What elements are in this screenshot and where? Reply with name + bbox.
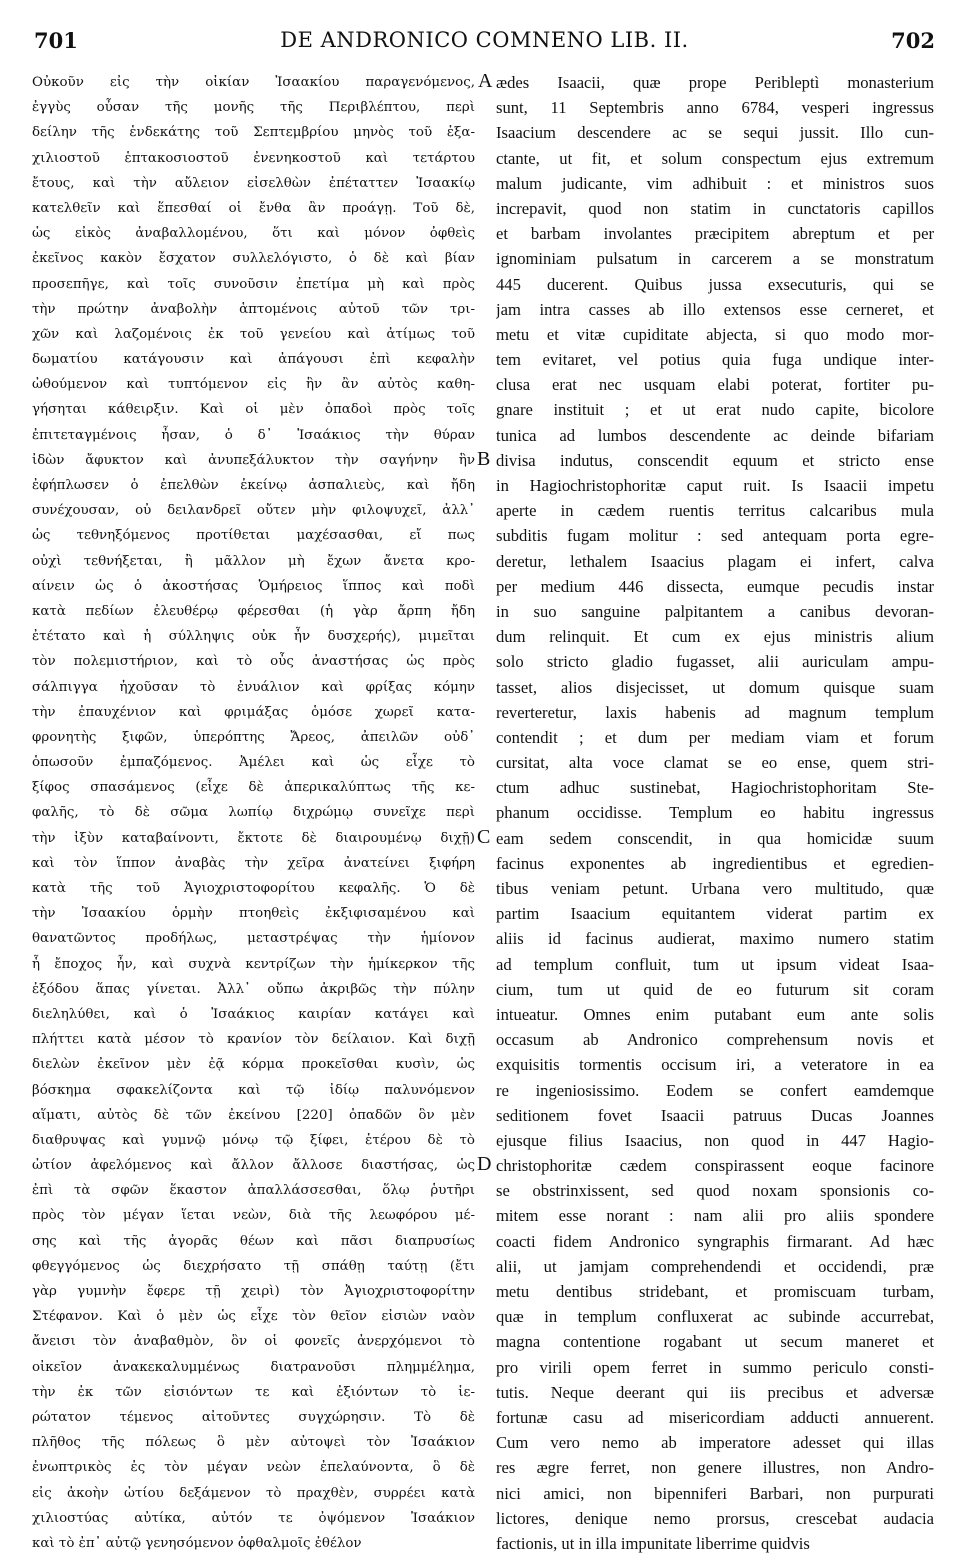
greek-text-line: δείλην τῆς ἑνδεκάτης τοῦ Σεπτεμβρίου μηνὸς τοῦ ἑξα- <box>32 125 475 141</box>
greek-text-line: συνέχουσαν, οὐ δειλανδρεῖ οὔτεν μὴν φιλοψυχεῖ, ἀλλ᾽ <box>32 503 475 519</box>
greek-text-line: τὸν πολεμιστήριον, καὶ τὸ οὖς ἀναστήσας ὡς πρὸς <box>32 654 475 670</box>
latin-text-line: metu et vitæ cupiditate abjecta, si quo modo mor- <box>496 324 934 344</box>
latin-text-line: factionis, ut in illa impunitate liberrime quidvis <box>496 1533 810 1553</box>
greek-text-line: καὶ τὸ ἐπ᾽ αὐτῷ γενησόμενον ὀφθαλμοῖς ἐθέλον <box>32 1535 362 1551</box>
greek-text-line: ἰδὼν ἄφυκτον καὶ ἀνυπεξάλυκτον τὴν σαγήνην ἣν <box>32 452 475 468</box>
latin-text-line: facinus exponentes ab ingredientibus et egredien- <box>496 853 934 873</box>
latin-text-line: 445 ducerent. Quibus jussa exsecuturis, qui se <box>496 274 934 294</box>
greek-text-line: χῶν καὶ λαζομένοις ἐκ τοῦ γενείου καὶ ἀτίμως τοῦ <box>32 326 475 342</box>
latin-text-line: occasum ab Andronico comprehensum novis et <box>496 1030 934 1050</box>
greek-text-line: Οὐκοῦν εἰς τὴν οἰκίαν Ἰσαακίου παραγενόμενος, <box>32 75 475 90</box>
greek-text-line: φθεγγόμενος ὡς διεχρήσατο τῇ σπάθῃ ταύτῃ (ἔτι <box>32 1258 475 1274</box>
greek-text-line: σης καὶ τῆς ἀγορᾶς θέων καὶ πᾶσι διαπρυσίως <box>32 1233 475 1249</box>
latin-text-line: pro virili opem ferret in summo periculo consti- <box>496 1357 934 1377</box>
latin-text-line: Isaacium descendere ac se sequi jussit. Illo cun- <box>496 123 934 143</box>
greek-text-line: κατὰ τῆς τοῦ Ἀγιοχριστοφορίτου κεφαλῆς. Ὁ δὲ <box>32 881 475 896</box>
latin-text-line: res ægre ferret, non genere illustres, non Andro- <box>496 1458 934 1478</box>
latin-text-line: quæ in templum confluxerat ac subinde accurrebat, <box>496 1307 934 1327</box>
latin-text-column <box>496 70 934 1556</box>
greek-text-line: πρὸς τὸν μέγαν ἵεται νεὼν, διὰ τῆς λεωφόρου μέ- <box>32 1208 475 1224</box>
latin-text-line: alii, ut jamjam comprehendendi et occidendi, præ <box>496 1256 934 1276</box>
greek-text-line: ἐπιτεταγμένοις ἦσαν, ὁ δ᾽ Ἰσαάκιος τὴν θύραν <box>32 427 475 443</box>
latin-text-line: jam intra casses ab illo extensos esse cerneret, et <box>496 299 934 319</box>
greek-text-line: ἐκεῖνος κακὸν ἔσχατον συλλελόγιστο, ὁ δὲ καὶ βίαν <box>32 251 475 267</box>
latin-text-line: lictores, denique nemo prorsus, crescebat audacia <box>496 1508 934 1528</box>
margin-marker-b: B <box>477 448 491 470</box>
latin-text-line: seditionem fovet Isaacii patruus Ducas Joannes <box>496 1105 934 1125</box>
latin-text-line: eam sedem conscendit, in qua homicidæ suum <box>496 828 934 848</box>
latin-text-line: se obstrinxissent, sed quod noxam sponsionis co- <box>496 1181 934 1201</box>
latin-text-line: contendit ; et dum per mediam viam et forum <box>496 727 934 747</box>
latin-text-line: solo stricto gladio fugasset, alii auriculam ampu- <box>496 652 934 672</box>
latin-text-line: in Hagiochristophoritæ caput ruit. Is Isaacii impetu <box>496 476 934 495</box>
latin-text-line: ctante, ut fit, et solum conspectum ejus extremum <box>496 148 934 168</box>
greek-text-line: ἐπὶ τὰ σφῶν ἕκαστον ἀπαλλάσσεσθαι, ὅλῳ ῥυτῆρι <box>32 1183 475 1199</box>
latin-text-line: tutis. Neque deerant qui iis precibus et adversæ <box>496 1382 934 1402</box>
greek-text-line: αἵματι, αὐτὸς δὲ τῶν ἐκείνου [220] ὀπαδῶν ὃν μὲν <box>32 1107 475 1123</box>
margin-marker-a: A <box>478 70 493 92</box>
greek-text-line: ἐφήπλωσεν ὁ ἐπελθὼν ἐκείνῳ ἀσπαλιεὺς, καὶ ἤδη <box>32 478 475 493</box>
greek-text-line: φρονητὴς ξιφῶν, ὑπερόπτης Ἄρεος, ἀπειλῶν οὐδ᾽ <box>32 729 475 745</box>
greek-text-line: ὠτίον ἀφελόμενος καὶ ἄλλον ἄλλοσε διαστήσας, ὡς <box>32 1158 475 1174</box>
greek-text-line: αίνειν ὡς ὁ ἀκοστήσας Ὁμήρειος ἵππος καὶ ποδὶ <box>32 578 475 594</box>
latin-text-line: cium, tum ut quid de eo futurum sit coram <box>496 979 934 999</box>
latin-text-line: ad templum confluit, tum ut ipsum videat Isaa- <box>496 954 934 974</box>
greek-text-line: ἐτέτατο καὶ ἡ σύλληψις οὐκ ἦν δυσχερής), μιμεῖται <box>32 629 475 645</box>
greek-text-line: σάλπιγγα ἠχοῦσαν τὸ ἐνυάλιον καὶ φρίξας κόμην <box>32 679 475 695</box>
page-number-right: 702 <box>891 28 935 53</box>
latin-text-line: intueatur. Omnes enim putabant eum ante solis <box>496 1004 934 1024</box>
latin-text-line: ædes Isaacii, quæ prope Peribleptì monasterium <box>496 73 934 92</box>
greek-text-line: διελὼν ἐκεῖνον μὲν ἐᾷ κόρμα προκεῖσθαι κυσὶν, ὡς <box>32 1057 475 1073</box>
latin-text-line: exquisitis tormentis occisum iri, a veteratore in ea <box>496 1055 934 1075</box>
latin-text-line: fortunæ casu ad misericordiam adducti annuerent. <box>496 1407 934 1427</box>
latin-text-line: phanum occidisse. Templum eo habitu ingressus <box>496 803 934 823</box>
latin-text-line: re ingeniosissimo. Eodem se confert eamdemque <box>496 1080 934 1100</box>
latin-text-line: tem evitaret, vel potius quia fuga undique inter- <box>496 350 934 370</box>
greek-text-line: δωματίου κατάγουσιν καὶ ἀπάγουσι ἐπὶ κεφαλὴν <box>32 352 475 368</box>
greek-text-line: τὴν ἰξὺν καταβαίνοντι, ἔκτοτε δὲ διαιρουμένῳ διχῇ) <box>32 830 475 846</box>
latin-text-line: aperte in cædem ruentis territus calcaribus mula <box>496 501 934 521</box>
latin-text-line: ignominiam pulsatum in carcerem a se monstratum <box>496 249 934 269</box>
latin-text-line: increpavit, quod non statim in cunctatoris capillos <box>496 198 934 218</box>
greek-text-line: διεληλύθει, καὶ ὁ Ἰσαάκιος καιρίαν κατάγει καὶ <box>32 1006 475 1022</box>
latin-text-line: divisa indutus, conscendit equum et stricto ense <box>496 450 934 470</box>
latin-text-line: aliis id facinus audierat, maximo numero statim <box>496 929 934 949</box>
greek-text-line: ἄνεισι τὸν ἀναβαθμὸν, ὃν οἱ φονεῖς ἀνερχόμενοι τὸ <box>32 1334 475 1350</box>
greek-text-column <box>32 70 475 1556</box>
greek-text-line: πλῆθος τῆς πόλεως ὃ μὲν αὐτοψεὶ τὸν Ἰσαάκιον <box>32 1435 475 1451</box>
latin-text-line: ctum adhuc sustinebat, Hagiochristophoritam Ste- <box>496 778 934 798</box>
greek-text-line: γὰρ γυμνὴν ἔφερε τῇ χειρὶ) τὸν Ἀγιοχριστοφορίτην <box>32 1284 475 1299</box>
greek-text-line: καὶ τὸν ἵππον ἀναβὰς τὴν χεῖρα ἀνατείνει ξιφήρη <box>32 855 475 871</box>
latin-text-line: metu dentibus stridebant, et promiscuam turbam, <box>496 1282 934 1301</box>
latin-text-line: clusa erat nec usquam elabi poterat, fortiter pu- <box>496 375 934 395</box>
greek-text-line: ἐξόδου ἅπας γίνεται. Ἀλλ᾽ οὔπω ἀκριβῶς τὴν πύλην <box>32 981 475 997</box>
greek-text-line: ξίφος σπασάμενος (εἶχε δὲ ἀπερικαλύπτως τῆς κε- <box>32 780 475 796</box>
greek-text-line: ἔτους, καὶ τὴν αὔλειον εἰσελθὼν ἐπέταττεν Ἰσαακίῳ <box>32 175 475 191</box>
greek-text-line: τὴν πρώτην ἀναβολὴν ἁπτομένοις αὐτοῦ τῶν τρι- <box>32 301 475 317</box>
greek-text-line: πλήττει κατὰ μέσον τὸ κρανίον τὸν δείλαιον. Καὶ διχῇ <box>32 1032 475 1048</box>
latin-text-line: coacti fidem Andronico syngraphis firmarant. Ad hæc <box>496 1231 934 1251</box>
greek-text-line: χιλιοστοῦ ἑπτακοσιοστοῦ ἐνενηκοστοῦ καὶ τετάρτου <box>32 150 475 166</box>
greek-text-line: Στέφανον. Καὶ ὁ μὲν ὡς εἶχε τὸν θεῖον εἰσιὼν ναὸν <box>32 1309 475 1325</box>
greek-text-line: θανατῶντος προδήλως, μεταστρέψας τὴν ἡμίονον <box>32 931 475 947</box>
greek-text-line: ρώτατον τέμενος αἰτοῦντες συγχώρησιν. Τὸ δὲ <box>32 1409 475 1425</box>
greek-text-line: τὴν Ἰσαακίου ὁρμὴν πτοηθεὶς ἐκξιφισαμένου καὶ <box>32 906 475 922</box>
latin-text-line: subditis fugam molitur : sed antequam porta egre- <box>496 526 934 546</box>
latin-text-line: dum relinquit. Et cum ex ejus ministris alium <box>496 627 934 647</box>
greek-text-line: ἧ ἔποχος ἦν, καὶ συχνὰ κεντρίζων τὴν ἡμίκερκον τῆς <box>32 956 475 972</box>
margin-marker-c: C <box>477 826 491 848</box>
latin-text-line: ejusque filius Isaacius, non quod in 447 Hagio- <box>496 1130 934 1150</box>
latin-text-line: tunica ad lumbos descendente ac deinde bifariam <box>496 425 934 445</box>
greek-text-line: φαλῆς, τὸ δὲ σῶμα λωπίῳ διχρώμῳ συνεῖχε περὶ <box>32 805 475 821</box>
running-title: DE ANDRONICO COMNENO LIB. II. <box>280 28 689 52</box>
latin-text-line: reverteretur, laxis habenis ad magnum templum <box>496 702 934 722</box>
latin-text-line: Cum vero nemo ab imperatore adesset qui illas <box>496 1433 934 1453</box>
latin-text-line: tasset, alios disjecisset, ut domum quisque suam <box>496 677 934 697</box>
latin-text-line: christophoritæ cædem conspirassent eoque facinore <box>496 1156 934 1176</box>
greek-text-line: κατελθεῖν καὶ ἕπεσθαί οἱ ἔνθα ἂν προάγῃ. Τοῦ δὲ, <box>32 200 475 216</box>
latin-text-line: sunt, 11 Septembris anno 6784, vesperi ingressus <box>496 98 934 118</box>
greek-text-line: ὡς εἰκὸς ἀναβαλλομένου, ὅτι καὶ μόνον ὀφθεὶς <box>32 226 475 242</box>
greek-text-line: προσεπῆγε, καὶ τοῖς συνοῦσιν ἐπετίμα μὴ καὶ πρὸς <box>32 276 475 292</box>
latin-text-line: et barbam involantes præcipitem abreptum et per <box>496 224 934 244</box>
greek-text-line: τὴν ἐπαυχένιον καὶ φριμάξας ὁμόσε χωρεῖ κατα- <box>32 704 475 720</box>
latin-text-line: malum judicante, vim adhibuit : et ministros suos <box>496 173 934 193</box>
latin-text-line: deretur, lethalem Isaacius plagam ei infert, calva <box>496 551 934 571</box>
latin-text-line: partim Isaacium equitantem viderat partim ex <box>496 904 934 924</box>
greek-text-line: γήσηται κάθειρξιν. Καὶ οἱ μὲν ὀπαδοὶ πρὸς τοῖς <box>32 402 475 418</box>
page-number-left: 701 <box>34 28 78 53</box>
greek-text-line: διαθρυψας καὶ γυμνῷ μόνῳ τῷ ξίφει, ἑτέρου δὲ τὸ <box>32 1132 475 1148</box>
latin-text-line: magna contentione rogabant ut secum maneret et <box>496 1332 934 1352</box>
running-header <box>0 28 969 68</box>
greek-text-line: κατὰ πεδίων ἐλευθέρῳ φέρεσθαι (ἡ γὰρ ἄρπη ἤδη <box>32 603 475 619</box>
latin-text-line: tibus veniam petunt. Urbana vero multitudo, quæ <box>496 879 934 898</box>
latin-text-line: per medium 446 dissecta, eumque pecudis instar <box>496 576 934 596</box>
greek-text-line: χιλιοστύας αὐτίκα, αὐτόν τε ὀψόμενον Ἰσαάκιον <box>32 1510 475 1526</box>
latin-text-line: mitem esse norant : nam alii pro aliis spondere <box>496 1206 934 1226</box>
latin-text-line: in suo sanguine palpitantem a canibus devoran- <box>496 601 934 621</box>
greek-text-line: ὠθούμενον καὶ τυπτόμενον εἰς ἣν ἂν αὐτὸς καθη- <box>32 377 475 393</box>
greek-text-line: οἰκεῖον ἀνακεκαλυμμένως διατρανοῦσι πλημμέλημα, <box>32 1359 475 1375</box>
greek-text-line: εἰς ἀκοὴν ὠτίου δεξάμενον τὸ πραχθὲν, συρρέει κατὰ <box>32 1485 475 1501</box>
latin-text-line: gnare instituit ; et ut erat nudo capite, bicolore <box>496 400 934 420</box>
greek-text-line: τὴν ἐκ τῶν εἰσιόντων τε καὶ ἐξιόντων τὸ ἱε- <box>32 1384 475 1400</box>
greek-text-line: οὐχὶ τεθνήξεται, ἢ μᾶλλον μὴ ἔχων ἄνετα κρο- <box>32 553 475 569</box>
margin-marker-d: D <box>477 1153 492 1175</box>
latin-text-line: nici amici, non bipenniferi Barbari, non purpurati <box>496 1483 934 1503</box>
latin-text-line: cursitat, alta voce clamat se eo ense, quem stri- <box>496 753 934 773</box>
greek-text-line: ὡς τεθνηξόμενος προτίθεται μαχέσασθαι, εἴ πως <box>32 528 475 544</box>
greek-text-line: ὁπωσοῦν ἐμπαζόμενος. Ἀμέλει καὶ ὡς εἶχε τὸ <box>32 755 475 771</box>
greek-text-line: βόσκημα σφακελίζοντα καὶ τῷ ἰδίῳ παλυνόμενον <box>32 1082 475 1098</box>
greek-text-line: ἐνωπτρικὸς ἐς τὸν μέγαν νεὼν ἐπελαύνοντα, ὃ δὲ <box>32 1460 475 1476</box>
greek-text-line: ἐγγὺς οὖσαν τῆς μονῆς τῆς Περιβλέπτου, περὶ <box>32 100 475 116</box>
